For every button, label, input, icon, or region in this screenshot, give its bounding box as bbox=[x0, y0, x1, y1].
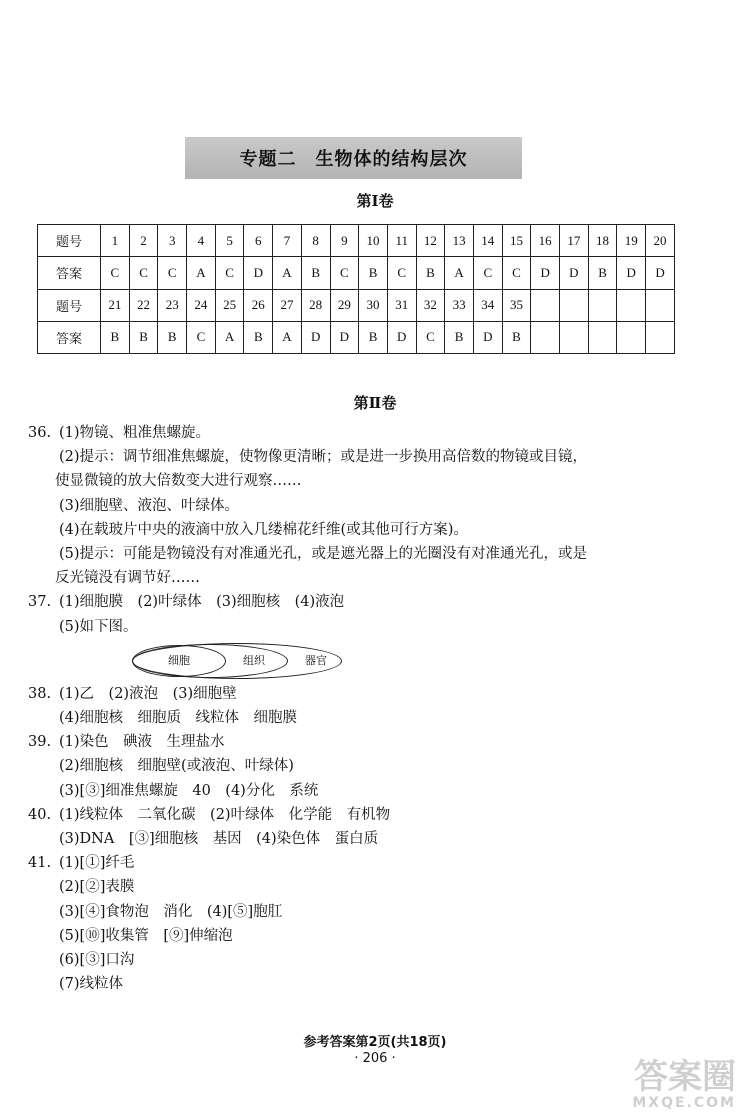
table-cell: 5 bbox=[215, 225, 244, 257]
table-cell: D bbox=[301, 321, 330, 353]
answer-text: (4)细胞核 细胞质 线粒体 细胞膜 bbox=[59, 710, 298, 727]
table-cell: B bbox=[158, 321, 187, 353]
answer-line bbox=[28, 566, 694, 590]
footer-page-info: 参考答案第2页(共18页) bbox=[303, 1035, 447, 1050]
table-cell: A bbox=[445, 257, 474, 289]
table-cell: 24 bbox=[187, 289, 216, 321]
volume-1-title: 第Ⅰ卷 bbox=[356, 192, 394, 210]
table-cell: 25 bbox=[215, 289, 244, 321]
answer-line bbox=[28, 972, 694, 996]
table-cell: C bbox=[129, 257, 158, 289]
table-cell: C bbox=[387, 257, 416, 289]
table-cell: A bbox=[273, 257, 302, 289]
table-cell: B bbox=[359, 321, 388, 353]
table-cell: 17 bbox=[560, 225, 589, 257]
answer-line bbox=[28, 542, 694, 566]
table-cell: B bbox=[301, 257, 330, 289]
answer-line bbox=[28, 803, 694, 827]
answer-line bbox=[28, 494, 694, 518]
table-cell bbox=[617, 321, 646, 353]
answer-text: (2)提示：调节细准焦螺旋，使物像更清晰；或是进一步换用高倍数的物镜或目镜， bbox=[59, 449, 588, 466]
table-cell: 27 bbox=[273, 289, 302, 321]
answer-text: (6)[③]口沟 bbox=[59, 952, 135, 969]
answer-text: (1)细胞膜 (2)叶绿体 (3)细胞核 (4)液泡 bbox=[59, 594, 345, 611]
table-cell: 28 bbox=[301, 289, 330, 321]
table-cell: C bbox=[101, 257, 130, 289]
table-cell: C bbox=[473, 257, 502, 289]
row-label: 答案 bbox=[38, 257, 101, 289]
table-cell: 31 bbox=[387, 289, 416, 321]
table-cell: 11 bbox=[387, 225, 416, 257]
table-cell: 19 bbox=[617, 225, 646, 257]
table-cell: B bbox=[588, 257, 617, 289]
answer-text: (7)线粒体 bbox=[59, 976, 124, 993]
table-cell: 14 bbox=[473, 225, 502, 257]
answer-line bbox=[28, 445, 694, 469]
table-cell: 1 bbox=[101, 225, 130, 257]
row-label: 题号 bbox=[38, 289, 101, 321]
table-cell: B bbox=[359, 257, 388, 289]
answer-text: (1)[①]纤毛 bbox=[59, 855, 135, 872]
question-number: 38. bbox=[28, 685, 52, 702]
question-number: 40. bbox=[28, 806, 52, 823]
answer-text: (5)[⑩]收集管 [⑨]伸缩泡 bbox=[59, 927, 233, 944]
row-label: 答案 bbox=[38, 321, 101, 353]
table-cell: 33 bbox=[445, 289, 474, 321]
table-cell: 20 bbox=[646, 225, 675, 257]
table-cell: C bbox=[330, 257, 359, 289]
table-cell: B bbox=[416, 257, 445, 289]
table-cell: D bbox=[560, 257, 589, 289]
answer-text: (3)DNA [③]细胞核 基因 (4)染色体 蛋白质 bbox=[59, 831, 379, 848]
tissue-label: 组织 bbox=[243, 653, 265, 667]
answer-body bbox=[28, 421, 694, 996]
answer-text: (3)[③]细准焦螺旋 40 (4)分化 系统 bbox=[59, 782, 319, 799]
table-cell: D bbox=[473, 321, 502, 353]
table-cell: 7 bbox=[273, 225, 302, 257]
answer-line bbox=[28, 590, 694, 614]
answer-text: (2)[②]表膜 bbox=[59, 879, 135, 896]
table-cell: D bbox=[330, 321, 359, 353]
table-cell: B bbox=[101, 321, 130, 353]
table-cell: D bbox=[646, 257, 675, 289]
answer-line bbox=[28, 421, 694, 445]
answer-line bbox=[28, 900, 694, 924]
table-cell: 9 bbox=[330, 225, 359, 257]
answer-line bbox=[28, 682, 694, 706]
table-cell: 22 bbox=[129, 289, 158, 321]
volume-2-title: 第Ⅱ卷 bbox=[353, 394, 397, 412]
cell-ellipse bbox=[132, 645, 226, 677]
answer-text: (4)在载玻片中央的液滴中放入几缕棉花纤维(或其他可行方案)。 bbox=[59, 521, 468, 538]
answer-line bbox=[28, 730, 694, 754]
table-cell: B bbox=[244, 321, 273, 353]
watermark-main: 答案圈 bbox=[634, 1057, 736, 1097]
answer-text: (3)[④]食物泡 消化 (4)[⑤]胞肛 bbox=[59, 903, 283, 920]
table-cell: 18 bbox=[588, 225, 617, 257]
table-cell: C bbox=[215, 257, 244, 289]
table-cell: D bbox=[387, 321, 416, 353]
table-cell bbox=[588, 321, 617, 353]
table-cell bbox=[531, 289, 560, 321]
answer-line bbox=[28, 875, 694, 899]
answer-line bbox=[28, 518, 694, 542]
table-cell: 30 bbox=[359, 289, 388, 321]
answer-line bbox=[28, 948, 694, 972]
answer-text: (1)染色 碘液 生理盐水 bbox=[59, 734, 225, 751]
table-cell: D bbox=[244, 257, 273, 289]
table-cell: 23 bbox=[158, 289, 187, 321]
table-cell: 13 bbox=[445, 225, 474, 257]
answer-text: (3)细胞壁、液泡、叶绿体。 bbox=[59, 497, 240, 514]
table-cell: D bbox=[531, 257, 560, 289]
table-cell bbox=[560, 289, 589, 321]
table-cell: D bbox=[617, 257, 646, 289]
footer-page-number: · 206 · bbox=[354, 1051, 396, 1066]
table-cell: 2 bbox=[129, 225, 158, 257]
table-cell bbox=[531, 321, 560, 353]
answer-text: (1)物镜、粗准焦螺旋。 bbox=[59, 425, 211, 441]
table-cell: B bbox=[502, 321, 531, 353]
table-cell: 3 bbox=[158, 225, 187, 257]
answer-text: (5)提示：可能是物镜没有对准通光孔，或是遮光器上的光圈没有对准通光孔，或是 bbox=[59, 546, 588, 563]
watermark-logo bbox=[632, 1059, 736, 1111]
row-label: 题号 bbox=[38, 225, 101, 257]
table-cell: 10 bbox=[359, 225, 388, 257]
answer-line bbox=[28, 924, 694, 948]
table-cell bbox=[560, 321, 589, 353]
answer-line bbox=[28, 706, 694, 730]
table-cell: 12 bbox=[416, 225, 445, 257]
table-cell: 4 bbox=[187, 225, 216, 257]
table-cell: 8 bbox=[301, 225, 330, 257]
answer-line bbox=[28, 754, 694, 778]
table-cell: C bbox=[158, 257, 187, 289]
question-number: 37. bbox=[28, 594, 52, 611]
answer-text: (1)乙 (2)液泡 (3)细胞壁 bbox=[59, 685, 237, 702]
question-number: 39. bbox=[28, 734, 52, 751]
answer-text: (5)如下图。 bbox=[59, 618, 138, 635]
answer-line bbox=[28, 827, 694, 851]
table-cell: C bbox=[187, 321, 216, 353]
hierarchy-diagram bbox=[64, 639, 694, 682]
table-cell: B bbox=[129, 321, 158, 353]
table-cell bbox=[588, 289, 617, 321]
question-number: 36. bbox=[28, 425, 52, 441]
table-cell: 26 bbox=[244, 289, 273, 321]
table-cell: 16 bbox=[531, 225, 560, 257]
answer-line bbox=[28, 469, 694, 493]
table-cell bbox=[617, 289, 646, 321]
section-banner: 专题二 生物体的结构层次 bbox=[185, 137, 522, 179]
cell-label: 细胞 bbox=[168, 653, 190, 667]
table-cell: A bbox=[273, 321, 302, 353]
answer-row-2 bbox=[38, 321, 675, 353]
table-cell: A bbox=[215, 321, 244, 353]
question-number: 41. bbox=[28, 855, 52, 872]
table-cell: 35 bbox=[502, 289, 531, 321]
watermark-url: MXQE.COM bbox=[632, 1095, 736, 1111]
table-cell: 21 bbox=[101, 289, 130, 321]
answer-line bbox=[28, 615, 694, 639]
organ-label: 器官 bbox=[305, 653, 327, 667]
table-cell: A bbox=[187, 257, 216, 289]
table-cell: C bbox=[416, 321, 445, 353]
table-cell: B bbox=[445, 321, 474, 353]
answer-line bbox=[28, 779, 694, 803]
answer-line bbox=[28, 851, 694, 875]
table-cell: 34 bbox=[473, 289, 502, 321]
table-cell bbox=[646, 321, 675, 353]
answer-text: (2)细胞核 细胞壁(或液泡、叶绿体) bbox=[59, 758, 294, 775]
answer-table bbox=[37, 224, 675, 354]
answer-text: 使显微镜的放大倍数变大进行观察…… bbox=[55, 473, 302, 490]
table-cell: 15 bbox=[502, 225, 531, 257]
answer-row-1 bbox=[38, 257, 675, 289]
table-cell: 29 bbox=[330, 289, 359, 321]
table-cell bbox=[646, 289, 675, 321]
table-cell: 6 bbox=[244, 225, 273, 257]
question-row-1 bbox=[38, 225, 675, 257]
table-cell: C bbox=[502, 257, 531, 289]
answer-text: 反光镜没有调节好…… bbox=[55, 570, 200, 587]
answer-text: (1)线粒体 二氧化碳 (2)叶绿体 化学能 有机物 bbox=[59, 806, 391, 823]
table-cell: 32 bbox=[416, 289, 445, 321]
question-row-2 bbox=[38, 289, 675, 321]
